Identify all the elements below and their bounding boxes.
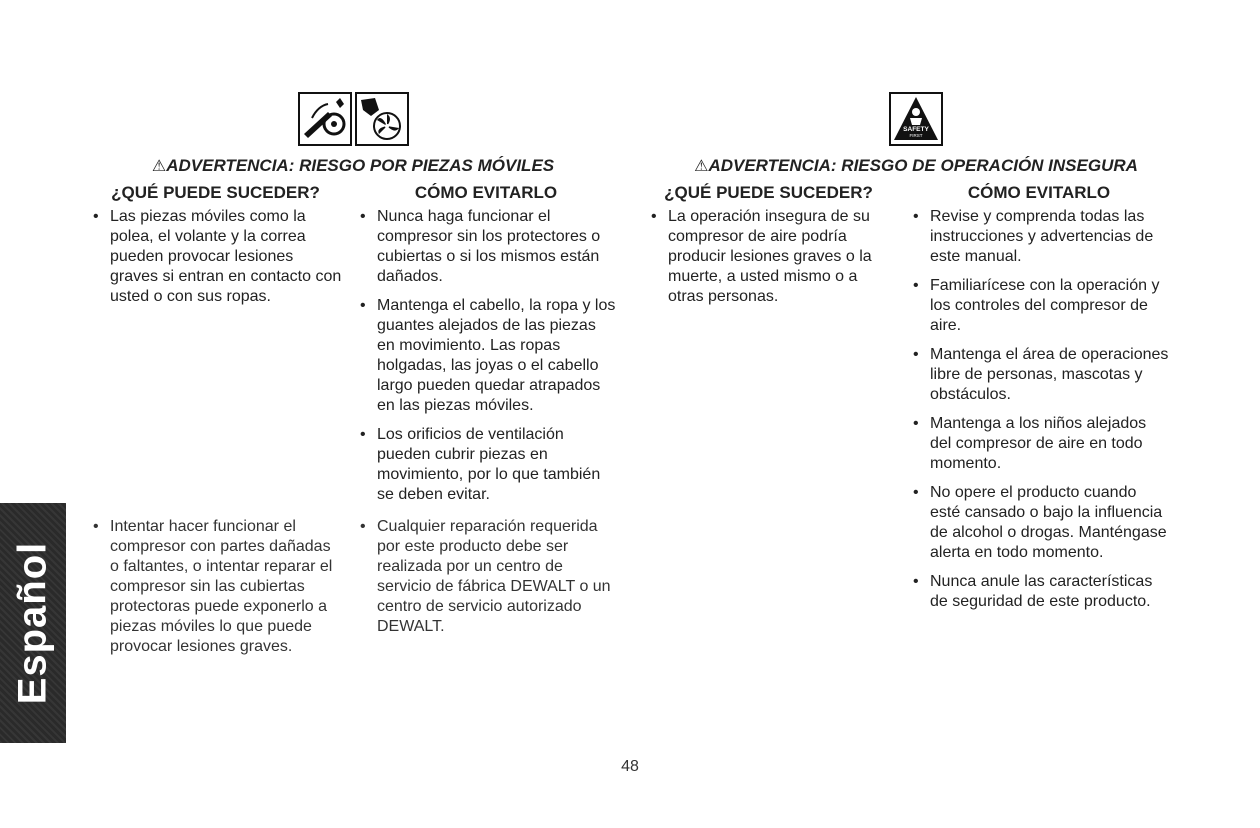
warning-title [646, 156, 1186, 176]
safety-first-icon-text-1: SAFETY [903, 126, 929, 133]
list-item: • No opere el producto cuando esté cansado o bajo la influencia de alcohol o drogas. Manténgase alerta en todo momento. [908, 483, 1170, 563]
what-can-happen-column [88, 183, 343, 514]
language-tab [0, 503, 66, 743]
warning-triangle-icon: ⚠ [694, 158, 709, 175]
warning-icons [646, 92, 1186, 148]
what-can-happen-continued [88, 517, 343, 666]
list-item: • Nunca anule las características de seguridad de este producto. [908, 572, 1170, 612]
warning-title [88, 156, 618, 176]
how-to-prevent-heading: CÓMO EVITARLO [967, 183, 1111, 202]
how-to-prevent-heading: CÓMO EVITARLO [414, 183, 558, 202]
list-item: • La operación insegura de su compresor de aire podría producir lesiones graves o la muerte, a usted mismo o a otras personas. [646, 207, 891, 307]
moving-parts-additional-items [88, 517, 618, 666]
list-item: • Los orificios de ventilación pueden cubrir piezas en movimiento, por lo que también se deben evitar. [355, 425, 617, 505]
safety-first-icon-text-2: FIRST [909, 133, 923, 138]
unsafe-operation-warning-section [646, 92, 1186, 621]
list-item: • Cualquier reparación requerida por este producto debe ser realizada por un centro de servicio de fábrica DEWALT o un centro de servicio autorizado DEWALT. [355, 517, 617, 637]
warning-title-text: ADVERTENCIA: RIESGO DE OPERACIÓN INSEGURA [708, 156, 1138, 175]
how-to-prevent-column [355, 183, 617, 514]
moving-parts-pulley-icon [298, 92, 352, 146]
list-item: • Intentar hacer funcionar el compresor con partes dañadas o faltantes, o intentar reparar el compresor sin las cubiertas protectoras puede exponerlo a piezas móviles lo que puede provocar lesiones graves. [88, 517, 343, 657]
list-item: • Nunca haga funcionar el compresor sin los protectores o cubiertas o si los mismos están dañados. [355, 207, 617, 287]
language-tab-label: Español [10, 541, 55, 705]
what-can-happen-heading: ¿QUÉ PUEDE SUCEDER? [664, 183, 873, 202]
warning-icons [88, 92, 618, 148]
warning-title-text: ADVERTENCIA: RIESGO POR PIEZAS MÓVILES [166, 156, 555, 175]
list-item: • Las piezas móviles como la polea, el volante y la correa pueden provocar lesiones graves si entran en contacto con usted o con sus ropas. [88, 207, 343, 307]
what-can-happen-column [646, 183, 891, 621]
warning-triangle-icon: ⚠ [151, 158, 167, 175]
how-to-prevent-column [908, 183, 1170, 621]
page-number: 48 [621, 758, 639, 775]
list-item: • Mantenga el cabello, la ropa y los guantes alejados de las piezas en movimiento. Las ropas holgadas, las joyas o el cabello largo pueden quedar atrapados en las piezas móviles. [355, 296, 617, 416]
list-item: • Mantenga el área de operaciones libre de personas, mascotas y obstáculos. [908, 345, 1170, 405]
what-can-happen-heading: ¿QUÉ PUEDE SUCEDER? [111, 183, 320, 202]
moving-parts-warning-section [88, 92, 618, 514]
list-item: • Mantenga a los niños alejados del compresor de aire en todo momento. [908, 414, 1170, 474]
how-to-prevent-continued [355, 517, 617, 666]
list-item: • Familiarícese con la operación y los controles del compresor de aire. [908, 276, 1170, 336]
list-item: • Revise y comprenda todas las instrucciones y advertencias de este manual. [908, 207, 1170, 267]
safety-first-icon [889, 92, 943, 146]
moving-parts-fan-icon [355, 92, 409, 146]
